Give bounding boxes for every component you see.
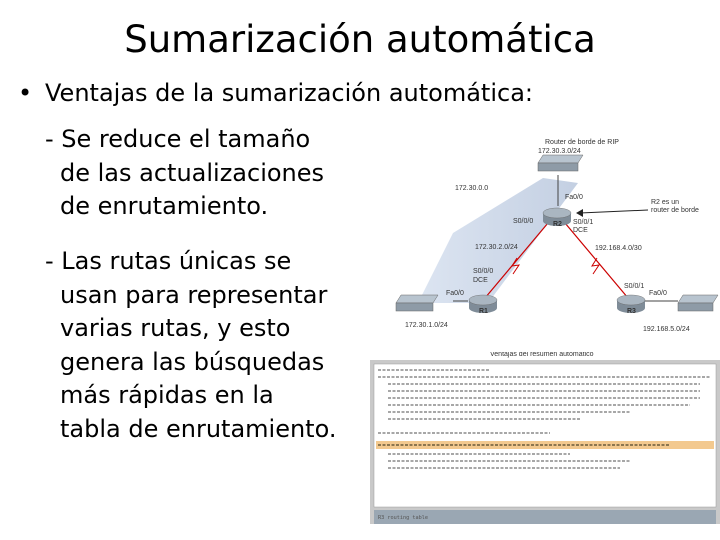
label-r1: R1: [479, 308, 488, 315]
sub-point-1-line: de las actualizaciones: [60, 158, 325, 187]
diagram-header: Router de borde de RIP: [545, 139, 619, 146]
sub-point-1: [45, 123, 324, 224]
bullet-list: [18, 78, 533, 108]
switch-icon: [396, 295, 438, 311]
label-r2: R2: [553, 221, 562, 228]
switch-icon: [538, 155, 583, 171]
slide-title: Sumarización automática: [124, 18, 596, 61]
callout-text-line: R2 es un: [651, 199, 680, 206]
label-r2-fa00: Fa0/0: [565, 194, 583, 201]
label-net-bottom-right: 192.168.5.0/24: [643, 326, 690, 333]
sub-point-1-line: - Se reduce el tamaño: [45, 125, 311, 153]
switch-icon: [678, 295, 718, 311]
sub-point-2-line: usan para representar: [60, 280, 328, 309]
label-net-right: 192.168.4.0/30: [595, 245, 642, 252]
bullet-icon: •: [18, 79, 33, 107]
arrow-head-icon: [576, 209, 583, 217]
console-header: Ventajas del resumen automático: [490, 352, 594, 358]
routing-table-screenshot: [370, 352, 720, 524]
sub-point-1-line: de enrutamiento.: [60, 192, 269, 220]
label-r1-s000: S0/0/0: [473, 268, 494, 275]
rip-area: [418, 178, 578, 303]
label-net-bottom-left: 172.30.1.0/24: [405, 322, 448, 329]
label-net-top: 172.30.3.0/24: [538, 148, 581, 155]
serial-link-icon: [592, 258, 599, 274]
label-r3-fa00: Fa0/0: [649, 290, 667, 297]
network-diagram: [393, 133, 720, 343]
callout-text-line: router de borde: [651, 207, 699, 214]
sub-point-2: [45, 245, 336, 446]
bullet-text: Ventajas de la sumarización automática:: [45, 79, 533, 107]
label-r3-s001: S0/0/1: [624, 283, 645, 290]
callout-arrow: [580, 210, 648, 213]
sub-point-2-line: más rápidas en la: [60, 381, 274, 409]
console-window: [374, 364, 716, 507]
label-r1-dce: DCE: [473, 277, 488, 284]
sub-point-2-line: varias rutas, y esto: [60, 314, 291, 342]
label-net-left: 172.30.0.0: [455, 185, 489, 192]
bullet-item: [18, 78, 533, 108]
sub-point-2-line: tabla de enrutamiento.: [60, 414, 337, 443]
sub-point-2-line: - Las rutas únicas se: [45, 247, 292, 275]
label-r3: R3: [627, 308, 636, 315]
label-net-mid: 172.30.2.0/24: [475, 244, 518, 251]
sub-point-2-line: genera las búsquedas: [60, 347, 325, 376]
label-r2-s001: S0/0/1: [573, 219, 594, 226]
console-footer: R3 routing table: [378, 515, 428, 521]
link-r2-r3: [565, 223, 628, 298]
label-r1-fa00: Fa0/0: [446, 290, 464, 297]
label-r2-dce: DCE: [573, 227, 588, 234]
label-r2-s000: S0/0/0: [513, 218, 534, 225]
